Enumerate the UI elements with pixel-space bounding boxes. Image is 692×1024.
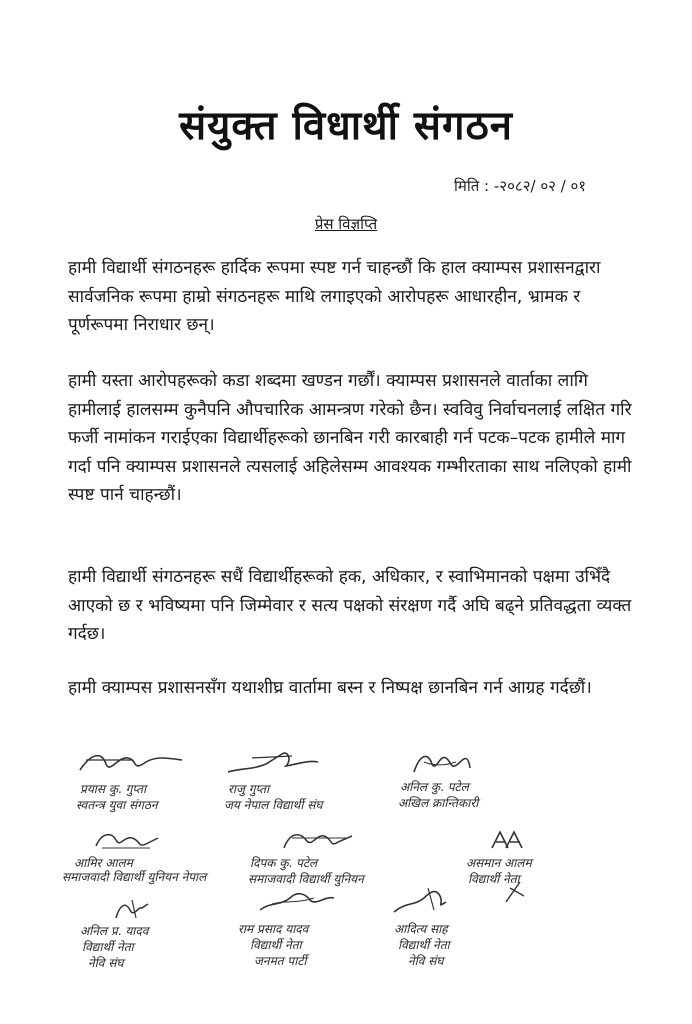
handwritten-signature-6 [462, 826, 582, 856]
handwritten-signature-9 [384, 884, 524, 916]
signature-block-3 [384, 748, 534, 808]
paragraph-1: हामी विद्यार्थी संगठनहरू हार्दिक रूपमा स्पष्ट गर्न चाहन्छौं कि हाल क्याम्पस प्रशासनद्वारा सार्वजनिक रूपमा हाम्रो संगठनहरू माथि लगाइएको आरोपहरू आधारहीन, भ्रामक र पूर्णरूपमा निराधार छन्। [68, 258, 601, 335]
handwritten-signature-4 [62, 826, 202, 856]
signatory-name: असमान आलम [466, 856, 532, 870]
press-release-heading: प्रेस विज्ञप्ति [314, 215, 378, 233]
signature-block-8 [234, 886, 384, 976]
release-date: मिति : -२०८२/ ०२ / ०१ [454, 177, 587, 195]
signatory-name: अनिल कु. पटेल [400, 780, 469, 794]
signatory-org: विद्यार्थी नेता [398, 938, 450, 952]
signatory-org: विद्यार्थी नेता [82, 940, 134, 954]
signature-block-5 [244, 826, 404, 890]
signatory-org: जय नेपाल विद्यार्थी संघ [224, 798, 323, 812]
signatory-org: समाजवादी विद्यार्थी युनियन नेपाल [62, 870, 207, 884]
signatory-org: विद्यार्थी नेता [250, 938, 302, 952]
signature-block-6 [462, 826, 602, 890]
paragraph-4: हामी क्याम्पस प्रशासनसँग यथाशीघ्र वार्तामा बस्न र निष्पक्ष छानबिन गर्न आग्रह गर्दछौं। [68, 678, 592, 698]
signature-block-2 [222, 748, 372, 812]
handwritten-signature-2 [222, 748, 362, 778]
signatory-org: स्वतन्त्र युवा संगठन [76, 798, 158, 812]
signatory-name: दिपक कु. पटेल [250, 856, 318, 870]
handwritten-signature-5 [244, 826, 384, 856]
paragraph-3: हामी विद्यार्थी संगठनहरू सधैं विद्यार्थीहरूको हक, अधिकार, र स्वाभिमानको पक्षमा उभिँदै आएको छ र भविष्यमा पनि जिम्मेवार र सत्य पक्षको संरक्षण गर्दै अघि बढ्ने प्रतिवद्धता व्यक्त गर्दछ। [68, 567, 632, 644]
signatory-org: विद्यार्थी नेता [468, 872, 520, 886]
signature-block-1 [72, 748, 222, 812]
signature-block-7 [72, 896, 222, 976]
signature-block-4 [62, 826, 232, 890]
signatory-name: राम प्रसाद यादव [238, 922, 309, 936]
handwritten-signature-3 [384, 748, 524, 778]
handwritten-signature-8 [234, 886, 374, 916]
signatory-org: समाजवादी विद्यार्थी युनियन [248, 872, 364, 886]
paragraph-2: हामी यस्ता आरोपहरूको कडा शब्दमा खण्डन गर्छौं। क्याम्पस प्रशासनले वार्ताका लागि हामीलाई हालसम्म कुनैपनि औपचारिक आमन्त्रण गरेको छैन। स्वविवु निर्वाचनलाई लक्षित गरि फर्जी नामांकन गराईएका विद्यार्थीहरूको छानबिन गरी कारबाही गर्न पटक–पटक हामीले माग गर्दा पनि क्याम्पस प्रशासनले त्यसलाई अहिलेसम्म आवश्यक गम्भीरताका साथ नलिएको हामी स्पष्ट पार्न चाहन्छौं। [68, 371, 632, 505]
handwritten-signature-7 [72, 896, 212, 922]
signatory-name: आदित्य साह [394, 922, 448, 936]
signatory-name: अनिल प्र. यादव [80, 924, 149, 938]
page-title: संयुक्त विधार्थी संगठन [179, 103, 513, 149]
signatory-org-2: नेवि संघ [408, 954, 444, 968]
signatory-org-2: नेवि संघ [88, 956, 124, 970]
signatory-org: अखिल क्रान्तिकारी [398, 796, 479, 810]
signature-block-9 [384, 884, 534, 974]
signatory-name: राजु गुप्ता [228, 782, 270, 796]
signatory-name: आमिर आलम [74, 856, 133, 870]
signatory-name: प्रयास कु. गुप्ता [80, 782, 147, 796]
handwritten-signature-1 [72, 748, 212, 778]
signatory-org-2: जनमत पार्टी [254, 954, 307, 968]
